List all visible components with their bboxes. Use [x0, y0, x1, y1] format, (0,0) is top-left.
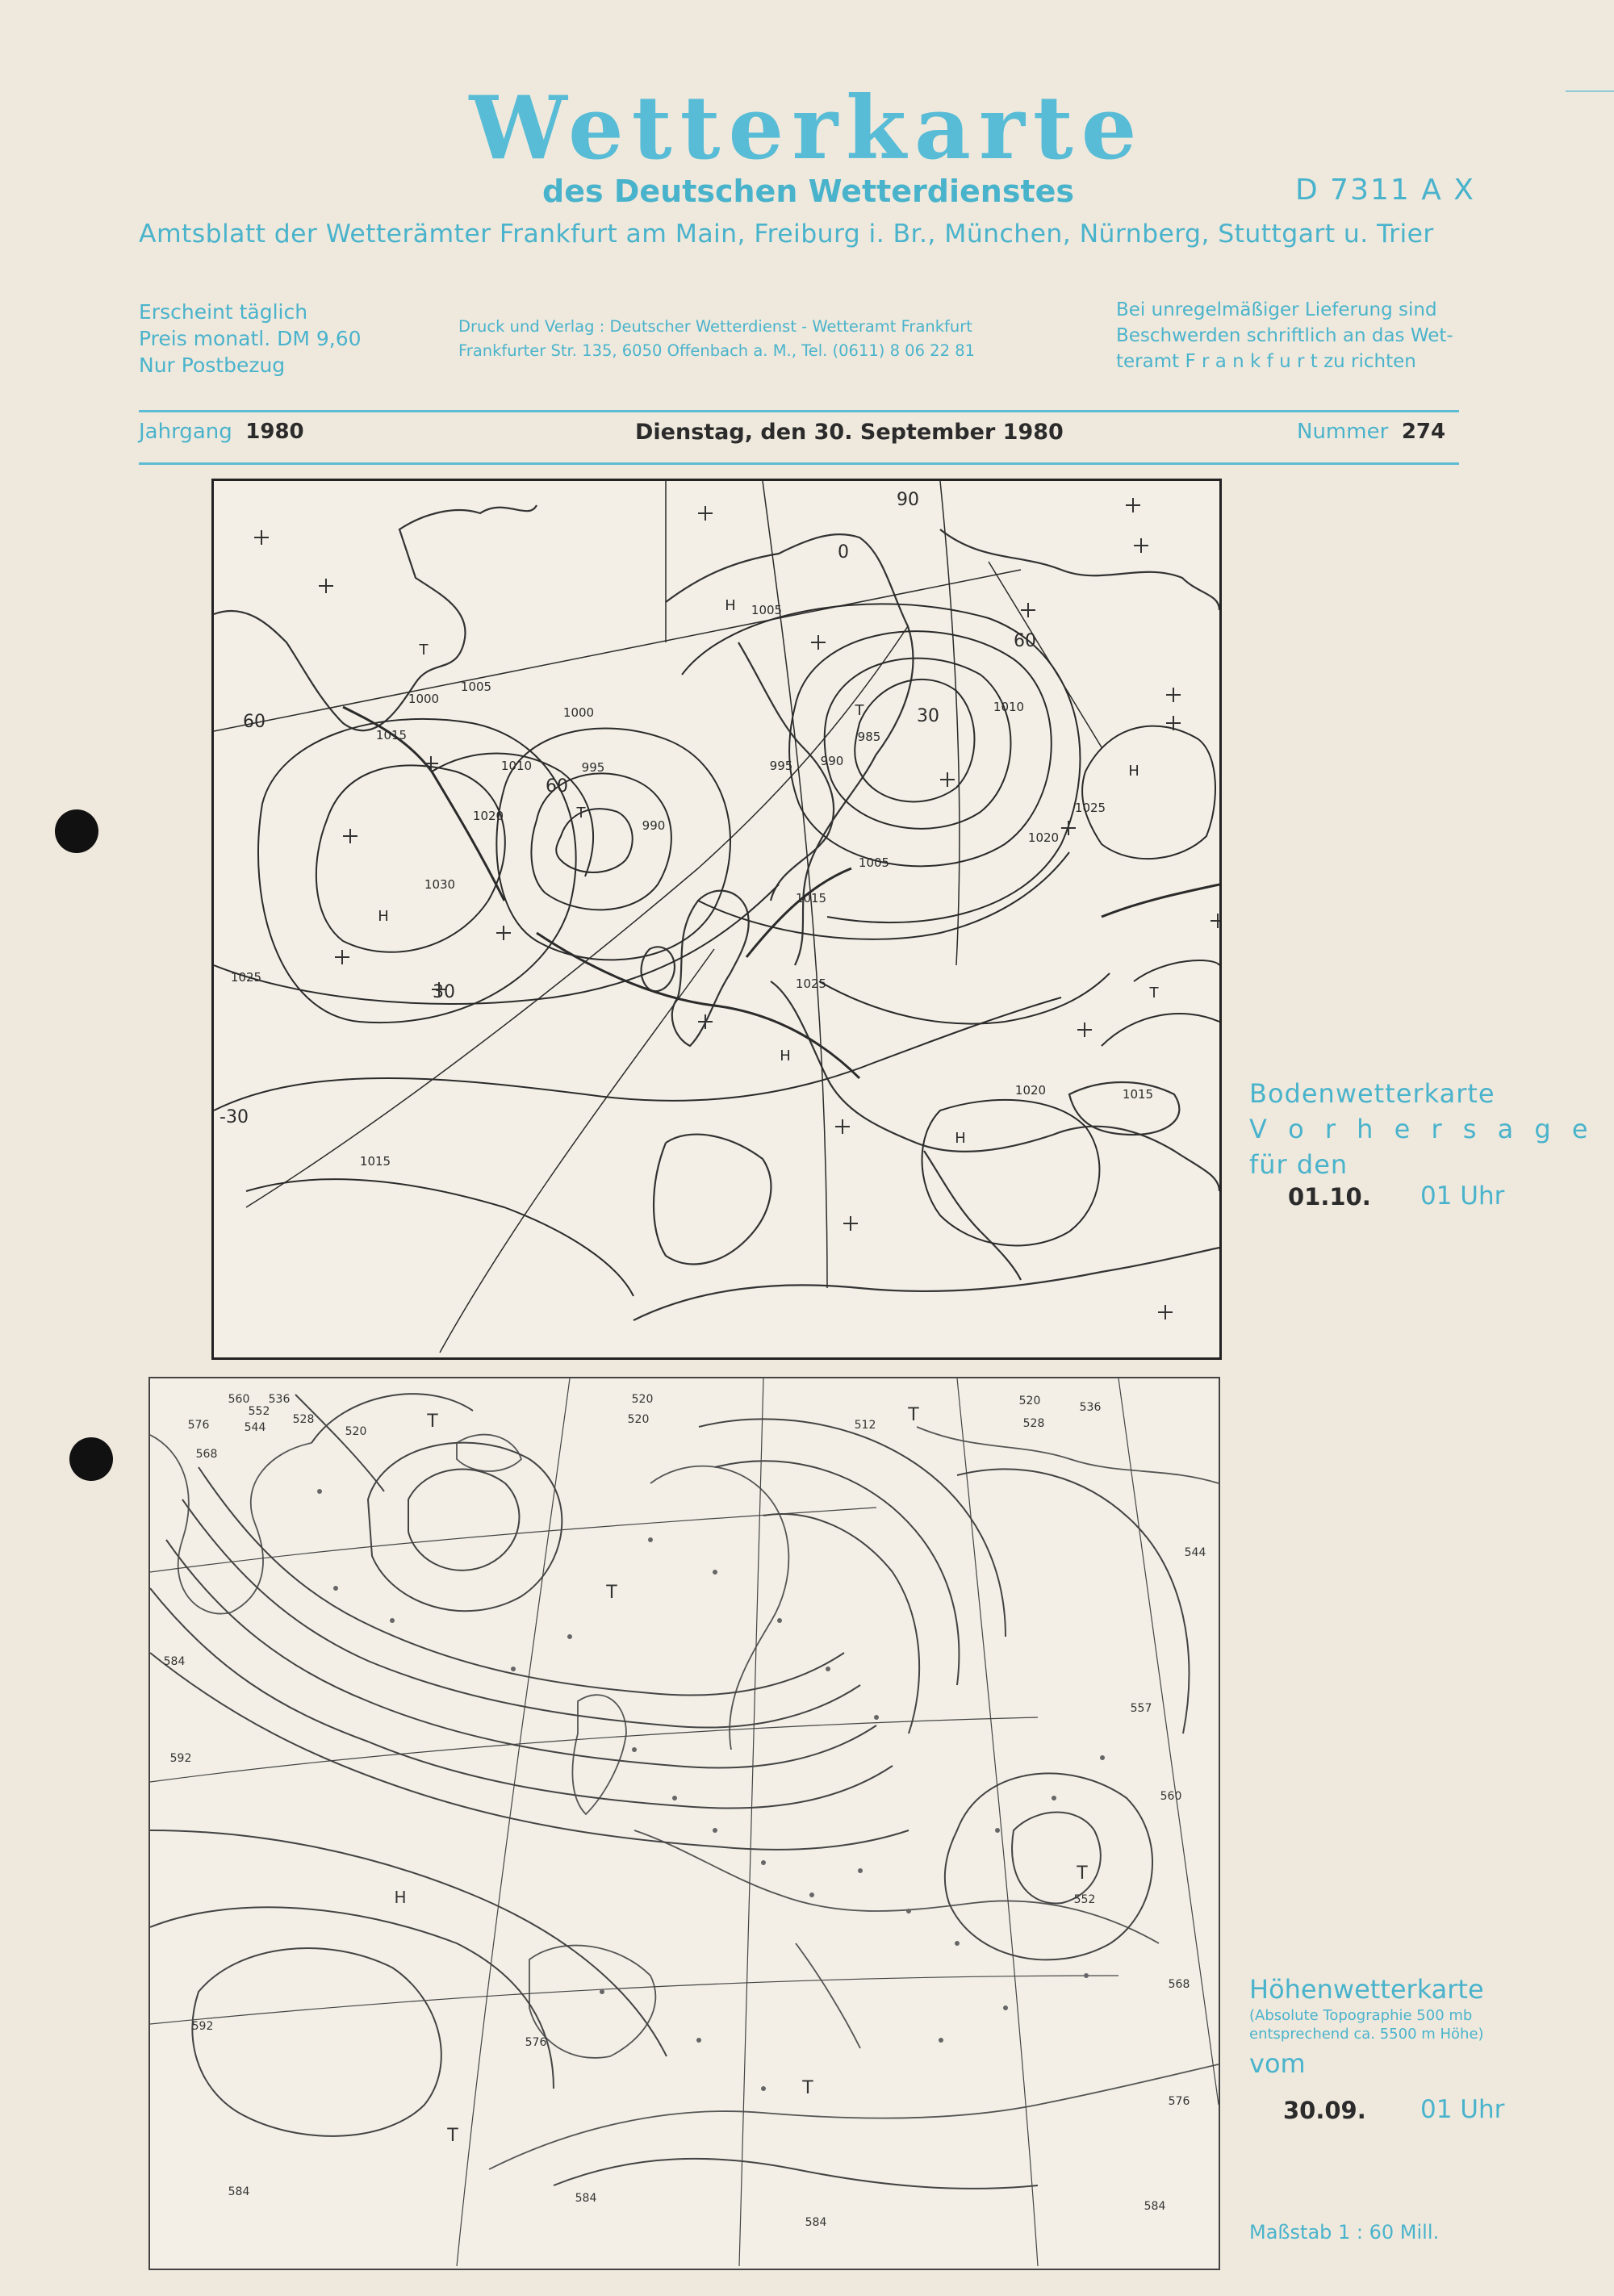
latitude-label: 30 [433, 982, 455, 1002]
upper-map-vom: vom [1249, 2048, 1306, 2079]
high-center-label: H [725, 597, 736, 614]
info-line: Bei unregelmäßiger Lieferung sind [1116, 299, 1437, 320]
nummer-label: Nummer [1297, 420, 1389, 444]
upper-air-map [148, 1377, 1220, 2270]
contour-label: 552 [248, 1405, 270, 1418]
contour-label: 520 [627, 1413, 650, 1426]
coast-scandinavia [650, 1466, 788, 1750]
complaint-info [1116, 297, 1453, 374]
header-rule-top [139, 410, 1459, 412]
contour-label: 584 [805, 2216, 827, 2229]
low-center-label: T [419, 642, 429, 659]
isobar [1102, 1014, 1219, 1046]
upper-map-time: 01 Uhr [1420, 2095, 1505, 2124]
info-line: Nur Postbezug [139, 353, 286, 377]
contour [408, 1470, 519, 1570]
contour-label: 576 [187, 1419, 210, 1432]
surface-map-caption [1249, 1076, 1595, 1182]
contour-label: 536 [268, 1393, 291, 1406]
isobar-label: 1010 [500, 759, 533, 773]
longitude-label: 0 [838, 542, 849, 562]
subscription-info [139, 299, 362, 378]
low-center-label: T [1077, 1863, 1088, 1884]
contour-label: 568 [195, 1448, 218, 1461]
nummer [1297, 420, 1445, 444]
caption-line: Bodenwetterkarte [1249, 1078, 1495, 1109]
info-line: teramt F r a n k f u r t zu richten [1116, 351, 1416, 372]
isobar [825, 659, 1011, 829]
low-center-label: T [427, 1411, 438, 1432]
caption-line: (Absolute Topographie 500 mb [1249, 2007, 1473, 2024]
isobar-label: 1015 [375, 728, 408, 742]
isobar [316, 766, 505, 952]
isobar-label: 1000 [408, 692, 440, 706]
info-line: Frankfurter Str. 135, 6050 Offenbach a. M., Tel. (0611) 8 06 22 81 [458, 341, 976, 360]
grid-line [1119, 1378, 1219, 2105]
grid-crosses [254, 498, 1219, 1319]
contour-label: 592 [191, 2020, 214, 2033]
isobar-label: 995 [581, 760, 605, 775]
high-center-label: H [378, 908, 389, 925]
isobar-label: 1000 [562, 705, 595, 720]
contour-label: 584 [575, 2192, 597, 2205]
latitude-label: -30 [220, 1107, 249, 1127]
grid-line [763, 481, 827, 1288]
contour-label: 536 [1079, 1401, 1102, 1414]
caption-line: entsprechend ca. 5500 m Höhe) [1249, 2026, 1484, 2043]
isobar-label: 1005 [751, 603, 783, 617]
low-center-label: T [1149, 985, 1159, 1002]
high-center-label: H [1128, 763, 1139, 780]
grid-line [457, 1378, 570, 2266]
isobar-label: 1005 [858, 855, 890, 870]
contour-label: 592 [169, 1752, 192, 1765]
upper-map-subtitle [1249, 2006, 1484, 2043]
contour [150, 1653, 909, 1850]
jahrgang [139, 420, 304, 444]
contour-label: 544 [244, 1421, 266, 1434]
surface-forecast-map [211, 479, 1222, 1360]
isobar [819, 973, 1110, 1024]
contour [368, 1443, 562, 1612]
contour-label: 544 [1184, 1546, 1206, 1559]
front [1102, 885, 1219, 917]
surface-map-time: 01 Uhr [1420, 1181, 1505, 1211]
low-center-label: T [802, 2078, 813, 2098]
contour [699, 1419, 1006, 1637]
coast-iberia [654, 1135, 771, 1265]
upper-map-date: 30.09. [1283, 2097, 1366, 2124]
low-center-label: T [576, 805, 586, 822]
jahrgang-value: 1980 [245, 420, 304, 444]
contour-label: 576 [1168, 2095, 1190, 2108]
issue-date: Dienstag, den 30. September 1980 [635, 420, 1064, 445]
coast-africa [489, 2064, 1219, 2169]
contour-label: 552 [1073, 1893, 1096, 1906]
isobar-label: 995 [769, 759, 793, 773]
masthead-subtitle: des Deutschen Wetterdienstes [542, 174, 1075, 209]
coast-iceland [457, 1435, 521, 1471]
contour-label: 584 [228, 2185, 250, 2198]
contour-label: 584 [1144, 2200, 1166, 2213]
nummer-value: 274 [1401, 420, 1446, 444]
isobar [1082, 726, 1215, 859]
surface-map-date: 01.10. [1288, 1183, 1371, 1211]
isobar-label: 1020 [472, 809, 504, 823]
isobar-label: 1005 [460, 680, 492, 694]
caption-line: für den [1249, 1149, 1348, 1180]
latitude-label: 30 [917, 706, 939, 726]
isobar-label: 990 [642, 818, 666, 833]
contour-label: 520 [345, 1425, 367, 1438]
grid-line [150, 1717, 1038, 1782]
isobar-label: 1015 [1122, 1087, 1154, 1102]
latitude-label: 60 [243, 712, 266, 732]
low-center-label: T [447, 2126, 458, 2146]
isobar-label: 1025 [1074, 801, 1106, 815]
contour [715, 1461, 959, 1685]
coast-europe [634, 1830, 1159, 1943]
isobar [922, 1100, 1100, 1246]
upper-map-drawing [150, 1378, 1219, 2269]
contour-label: 512 [854, 1419, 876, 1432]
front [537, 933, 859, 1078]
contour-label: 520 [631, 1393, 654, 1406]
grid-line [150, 1976, 1119, 2024]
isobar-label: 1020 [1014, 1083, 1047, 1098]
punch-hole [69, 1437, 113, 1481]
contour-label: 560 [1160, 1790, 1182, 1803]
map-scale: Maßstab 1 : 60 Mill. [1249, 2221, 1440, 2244]
isobar-label: 990 [820, 754, 844, 768]
header-rule-bottom [139, 462, 1459, 465]
surface-map-labels [220, 490, 1159, 1169]
contour [150, 1907, 554, 2089]
isobar-label: 1025 [795, 977, 827, 991]
upper-map-labels [164, 1393, 1206, 2229]
front [746, 868, 851, 957]
grid-line [940, 481, 960, 965]
contour-label: 528 [292, 1413, 315, 1426]
isobar-label: 1025 [230, 970, 262, 985]
info-line: Druck und Verlag : Deutscher Wetterdienst - Wetteramt Frankfurt [458, 317, 972, 336]
isobar [556, 809, 632, 872]
coast-italy [924, 1151, 1021, 1280]
punch-hole [55, 809, 98, 853]
station-plots [317, 1489, 1105, 2091]
high-center-label: H [780, 1048, 791, 1064]
info-line: Beschwerden schriftlich an das Wet- [1116, 325, 1453, 346]
isobar-label: 1010 [993, 700, 1025, 714]
contour-label: 557 [1130, 1702, 1152, 1715]
surface-map-drawing [214, 481, 1219, 1357]
isobar [1134, 960, 1219, 981]
low-center-label: T [855, 702, 864, 719]
publication-code: D 7311 A X [1295, 174, 1475, 207]
caption-line: V o r h e r s a g e [1249, 1114, 1595, 1144]
low-center-label: T [908, 1405, 919, 1425]
isobar-label: 1020 [1027, 830, 1060, 845]
contour [763, 1514, 919, 1734]
contour-label: 584 [163, 1655, 186, 1668]
latitude-label: 60 [546, 776, 568, 797]
contour [192, 1948, 441, 2136]
isobar [682, 604, 1080, 922]
contour [945, 1773, 1152, 1959]
contour-label: 568 [1168, 1978, 1190, 1991]
isobar-label: 1030 [424, 877, 456, 892]
isobar [246, 1179, 633, 1296]
info-line: Erscheint täglich [139, 300, 308, 324]
contour [554, 2159, 1038, 2189]
front [343, 707, 504, 901]
grid-line [957, 1378, 1038, 2266]
latitude-label: 60 [1014, 631, 1036, 651]
contour [199, 1467, 844, 1696]
info-line: Preis monatl. DM 9,60 [139, 327, 362, 350]
amtsblatt-line: Amtsblatt der Wetterämter Frankfurt am Main, Freiburg i. Br., München, Nürnberg, Stuttgart u. Trier [139, 220, 1434, 249]
contour-label: 528 [1022, 1417, 1045, 1430]
isobar-label: 1015 [795, 891, 827, 905]
high-center-label: H [394, 1888, 407, 1907]
contour [182, 1499, 860, 1728]
coast-italy [796, 1943, 860, 2048]
high-center-label: H [955, 1130, 966, 1147]
jahrgang-label: Jahrgang [139, 420, 232, 444]
isobar-label: 985 [857, 730, 881, 744]
contour-label: 576 [525, 2036, 547, 2049]
upper-map-title: Höhenwetterkarte [1249, 1974, 1484, 2005]
longitude-label: 90 [897, 490, 919, 510]
contour [150, 1830, 667, 2056]
coast-russia [940, 529, 1219, 610]
publisher-info [458, 315, 975, 363]
contour [1012, 1813, 1101, 1904]
edge-mark [1566, 90, 1614, 92]
low-center-label: T [606, 1583, 617, 1603]
coast-greenland [150, 1435, 312, 1614]
grid-line [739, 1378, 763, 2266]
contour-label: 520 [1018, 1395, 1041, 1407]
isobar [214, 885, 779, 1004]
coast-iberia [529, 1946, 655, 2058]
contour [957, 1470, 1190, 1734]
isobar-label: 1015 [359, 1154, 391, 1169]
contour-label: 560 [228, 1393, 250, 1406]
masthead-title: Wetterkarte [469, 77, 1145, 179]
grid-line [214, 570, 1021, 731]
